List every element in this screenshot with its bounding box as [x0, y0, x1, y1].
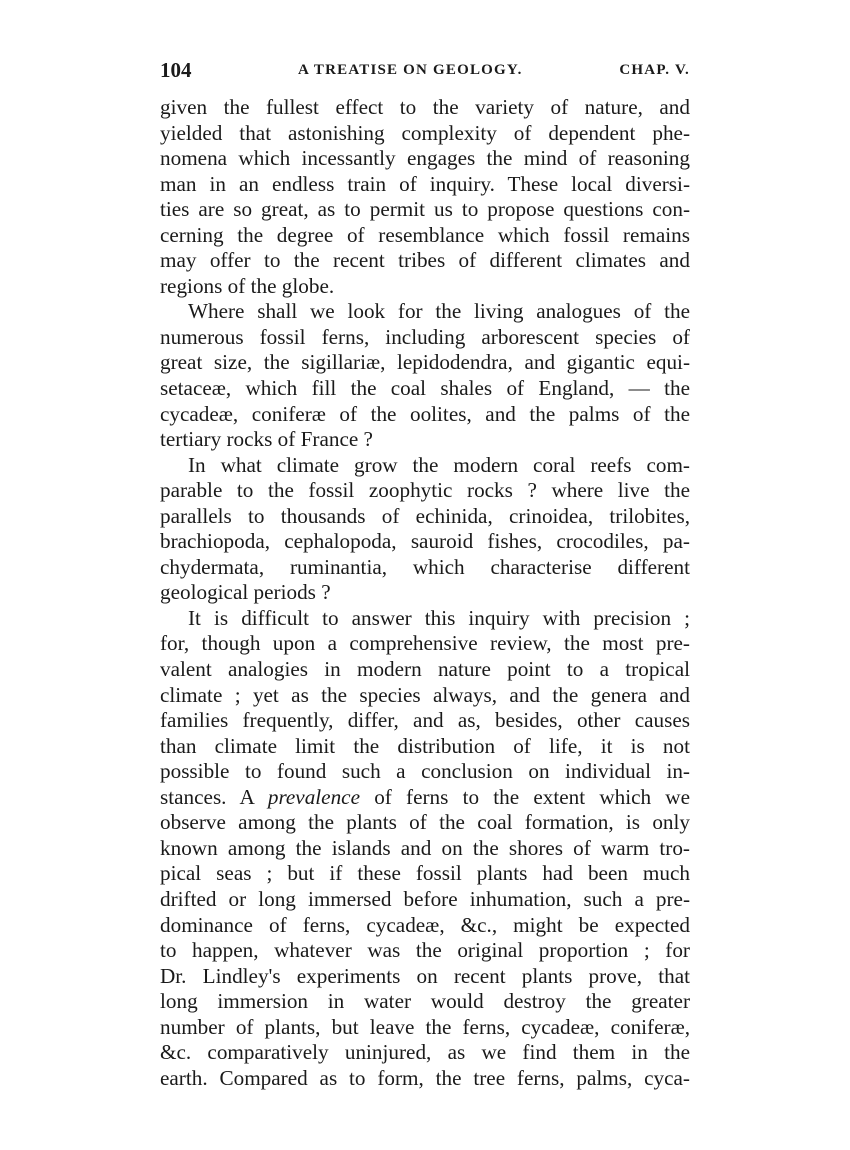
text-line: parallels to thousands of echinida, crinoidea, trilobites, [160, 503, 690, 528]
text-line: given the fullest effect to the variety of nature, and [160, 95, 690, 119]
body-text [160, 95, 690, 1091]
text-line: ties are so great, as to permit us to propose questions con- [160, 197, 690, 222]
text-line-with-emphasis [160, 785, 690, 811]
text-line: to happen, whatever was the original proportion ; for [160, 938, 690, 963]
text-line: In what climate grow the modern coral reefs com- [188, 452, 690, 477]
text-line: climate ; yet as the species always, and the genera and [160, 682, 690, 707]
running-head [160, 58, 690, 88]
text-line: &c. comparatively uninjured, as we find them in the [160, 1040, 690, 1065]
text-line: long immersion in water would destroy the greater [160, 989, 690, 1014]
text-line: Dr. Lindley's experiments on recent plants prove, that [160, 963, 690, 988]
page-number: 104 [160, 58, 192, 82]
text-line: yielded that astonishing complexity of dependent phe- [160, 120, 690, 145]
line-start: stances. A [160, 784, 268, 809]
text-line: valent analogies in modern nature point to a tropical [160, 657, 690, 682]
chapter-label: CHAP. V. [619, 62, 690, 78]
text-line: possible to found such a conclusion on individual in- [160, 759, 690, 784]
emphasized-word: prevalence [267, 784, 360, 809]
running-title: A TREATISE ON GEOLOGY. [298, 62, 523, 78]
text-line: for, though upon a comprehensive review, the most pre- [160, 631, 690, 656]
text-line: drifted or long immersed before inhumation, such a pre- [160, 886, 690, 911]
text-line: chydermata, ruminantia, which characterise different [160, 554, 690, 579]
text-line: parable to the fossil zoophytic rocks ? where live the [160, 478, 690, 503]
text-line: numerous fossil ferns, including arborescent species of [160, 324, 690, 349]
text-line: families frequently, differ, and as, besides, other causes [160, 708, 690, 733]
text-line: regions of the globe. [160, 273, 335, 298]
line-end: of ferns to the extent which we [360, 784, 690, 809]
text-line: dominance of ferns, cycadeæ, &c., might be expected [160, 912, 690, 937]
text-line: man in an endless train of inquiry. These local diversi- [160, 171, 690, 196]
text-line: may offer to the recent tribes of different climates and [160, 248, 690, 273]
text-line: number of plants, but leave the ferns, cycadeæ, coniferæ, [160, 1014, 690, 1039]
text-line: tertiary rocks of France ? [160, 427, 373, 452]
text-line: observe among the plants of the coal formation, is only [160, 810, 690, 835]
text-line: Where shall we look for the living analogues of the [188, 299, 690, 324]
text-line: pical seas ; but if these fossil plants had been much [160, 861, 690, 886]
text-line: geological periods ? [160, 580, 331, 605]
text-line: brachiopoda, cephalopoda, sauroid fishes, crocodiles, pa- [160, 529, 690, 554]
text-line: It is difficult to answer this inquiry with precision ; [188, 605, 690, 630]
text-line: cerning the degree of resemblance which fossil remains [160, 222, 690, 247]
text-line: cycadeæ, coniferæ of the oolites, and the palms of the [160, 401, 690, 426]
text-line: than climate limit the distribution of life, it is not [160, 733, 690, 758]
text-line: known among the islands and on the shores of warm tro- [160, 835, 690, 860]
text-line: nomena which incessantly engages the mind of reasoning [160, 146, 690, 171]
text-line: great size, the sigillariæ, lepidodendra, and gigantic equi- [160, 350, 690, 375]
text-line: earth. Compared as to form, the tree ferns, palms, cyca- [160, 1065, 690, 1090]
text-line: setaceæ, which fill the coal shales of England, — the [160, 376, 690, 401]
